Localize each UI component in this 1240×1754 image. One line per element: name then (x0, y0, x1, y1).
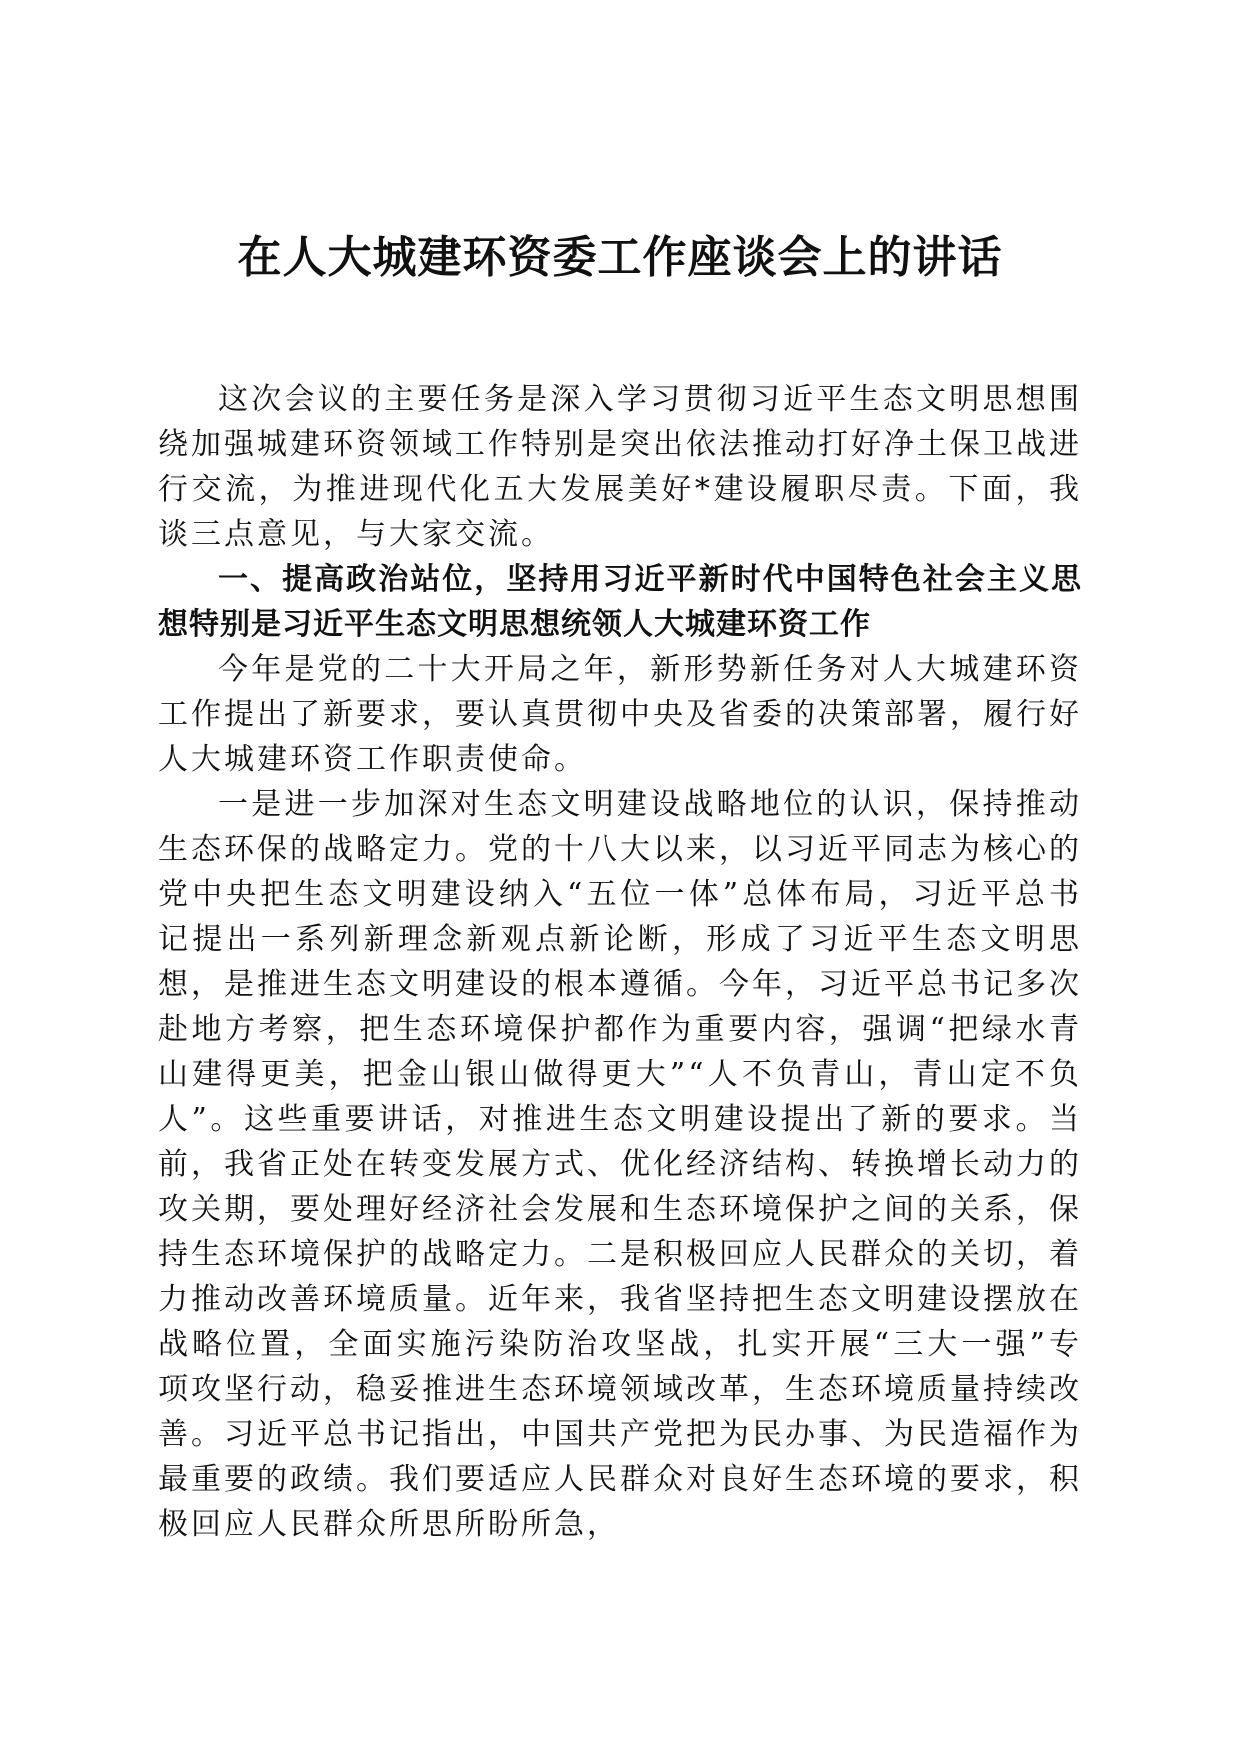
section-heading-1: 一、提高政治站位，坚持用习近平新时代中国特色社会主义思想特别是习近平生态文明思想统领人大城建环资工作 (158, 562, 1082, 642)
document-body (158, 377, 1082, 1547)
intro-paragraph: 这次会议的主要任务是深入学习贯彻习近平生态文明思想围绕加强城建环资领域工作特别是突出依法推动打好净土保卫战进行交流，为推进现代化五大发展美好*建设履职尽责。下面，我谈三点意见，与大家交流。 (158, 382, 1082, 552)
document-title: 在人大城建环资委工作座谈会上的讲话 (237, 232, 1003, 283)
body-paragraph: 一是进一步加深对生态文明建设战略地位的认识，保持推动生态环保的战略定力。党的十八大以来，以习近平同志为核心的党中央把生态文明建设纳入“五位一体”总体布局，习近平总书记提出一系列新理念新观点新论断，形成了习近平生态文明思想，是推进生态文明建设的根本遵循。今年，习近平总书记多次赴地方考察，把生态环境保护都作为重要内容，强调“把绿水青山建得更美，把金山银山做得更大”“人不负青山，青山定不负人”。这些重要讲话，对推进生态文明建设提出了新的要求。当前，我省正处在转变发展方式、优化经济结构、转换增长动力的攻关期，要处理好经济社会发展和生态环境保护之间的关系，保持生态环境保护的战略定力。二是积极回应人民群众的关切，着力推动改善环境质量。近年来，我省坚持把生态文明建设摆放在战略位置，全面实施污染防治攻坚战，扎实开展“三大一强”专项攻坚行动，稳妥推进生态环境领域改革，生态环境质量持续改善。习近平总书记指出，中国共产党把为民办事、为民造福作为最重要的政绩。我们要适应人民群众对良好生态环境的要求，积极回应人民群众所思所盼所急， (158, 787, 1082, 1542)
body-paragraph: 今年是党的二十大开局之年，新形势新任务对人大城建环资工作提出了新要求，要认真贯彻中央及省委的决策部署，履行好人大城建环资工作职责使命。 (158, 652, 1082, 777)
